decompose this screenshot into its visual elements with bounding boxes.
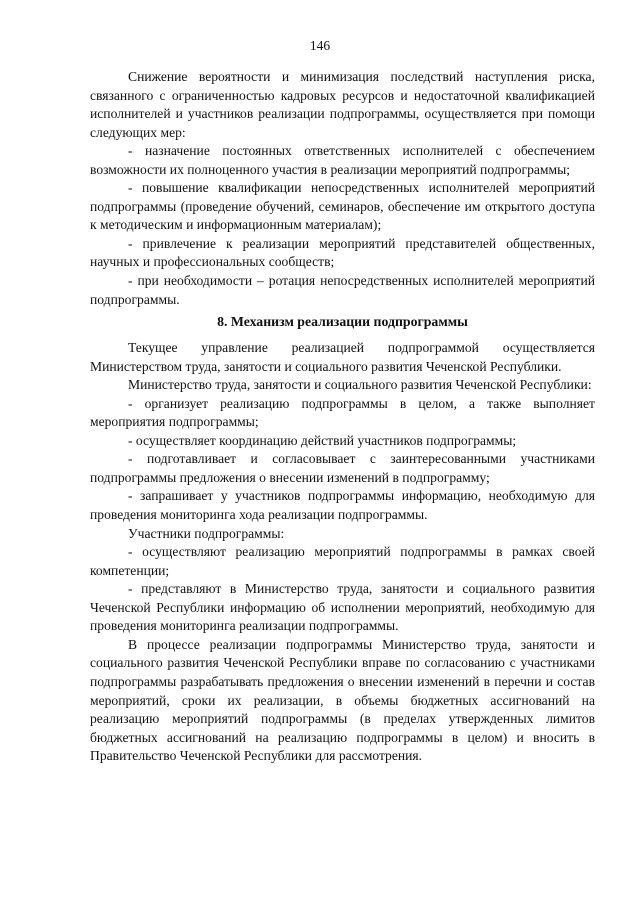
list-item-ministry-duty: - организует реализацию подпрограммы в целом, а также выполняет мероприятия подпрограммы; — [90, 395, 595, 430]
document-body — [90, 68, 595, 766]
list-item-measure: - при необходимости – ротация непосредственных исполнителей мероприятий подпрограммы. — [90, 273, 595, 307]
paragraph-amendments: В процессе реализации подпрограммы Министерство труда, занятости и социального развития Чеченской Республики вправе по согласованию с участниками подпрограммы разрабатывать предложения о внесении изменений в перечни и состав мероприятий, сроки их реализации, в объемы бюджетных ассигнований на реализацию мероприятий подпрограммы (в пределах утвержденных лимитов бюджетных ассигнований на реализацию подпрограммы в целом) и вносить в Правительство Чеченской Республики для рассмотрения. — [90, 636, 595, 764]
list-item-measure: - привлечение к реализации мероприятий представителей общественных, научных и профессиональных сообществ; — [90, 235, 595, 270]
list-item-participant-duty: - представляют в Министерство труда, занятости и социального развития Чеченской Республики информацию об исполнении мероприятий, необходимую для проведения мониторинга реализации подпрограммы. — [90, 581, 595, 634]
paragraph-ministry-intro: Министерство труда, занятости и социального развития Чеченской Республики: — [128, 377, 592, 393]
paragraph-management: Текущее управление реализацией подпрограммой осуществляется Министерством труда, занятости и социального развития Чеченской Республики. — [90, 340, 595, 374]
list-item-measure: - назначение постоянных ответственных исполнителей с обеспечением возможности их полноценного участия в реализации мероприятий подпрограммы; — [90, 143, 595, 177]
list-item-participant-duty: - осуществляют реализацию мероприятий подпрограммы в рамках своей компетенции; — [90, 544, 595, 578]
list-item-ministry-duty: - осуществляет координацию действий участников подпрограммы; — [128, 432, 517, 448]
paragraph-participants-intro: Участники подпрограммы: — [128, 525, 285, 541]
list-item-measure: - повышение квалификации непосредственных исполнителей мероприятий подпрограммы (проведение обучений, семинаров, обеспечение им открытого доступа к методическим и информационным материалам); — [90, 180, 595, 233]
page-number: 146 — [309, 38, 331, 53]
paragraph-risk-intro: Снижение вероятности и минимизация последствий наступления риска, связанного с ограниченностью кадровых ресурсов и недостаточной квалификацией исполнителей и участников реализации подпрограммы, осуществляется при помощи следующих мер: — [90, 69, 595, 140]
list-item-ministry-duty: - запрашивает у участников подпрограммы информацию, необходимую для проведения мониторинга хода реализации подпрограммы. — [90, 488, 595, 523]
section-heading: 8. Механизм реализации подпрограммы — [217, 314, 468, 330]
list-item-ministry-duty: - подготавливает и согласовывает с заинтересованными участниками подпрограммы предложения о внесении изменений в подпрограмму; — [90, 451, 595, 485]
